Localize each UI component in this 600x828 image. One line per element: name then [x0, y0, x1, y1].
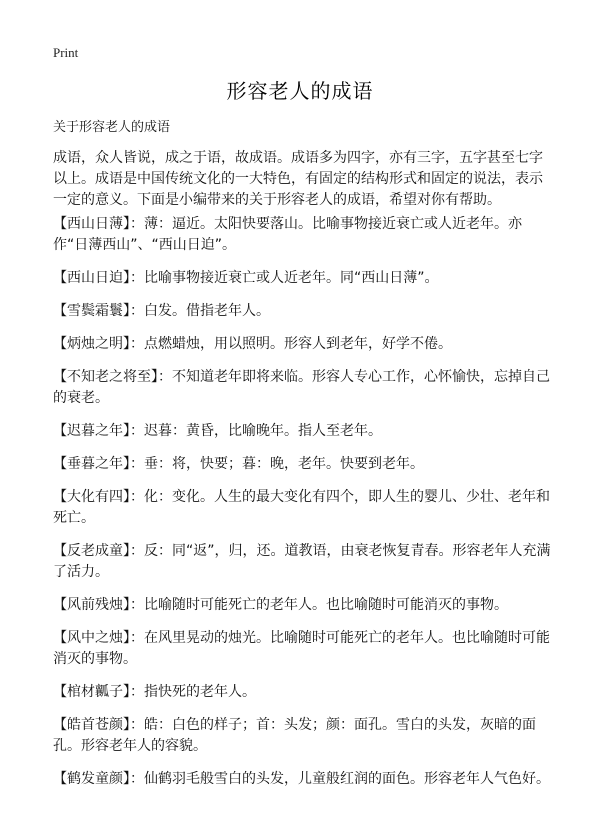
idiom-entry: 【不知老之将至】：不知道老年即将来临。形容人专心工作，心怀愉快，忘掉自己的衰老。 — [53, 369, 550, 406]
idiom-entry: 【鹤发童颜】：仙鹤羽毛般雪白的头发，儿童般红润的面色。形容老年人气色好。 — [53, 771, 550, 787]
idiom-entry: 【风前残烛】：比喻随时可能死亡的老年人。也比喻随时可能消灭的事物。 — [53, 597, 508, 613]
idiom-entry: 【大化有四】：化：变化。人生的最大变化有四个，即人生的婴儿、少壮、老年和死亡。 — [53, 489, 550, 526]
idiom-entry: 【西山日薄】：薄：逼近。太阳快要落山。比喻事物接近衰亡或人近老年。亦作“日薄西山”、“西山日迫”。 — [53, 216, 522, 253]
idiom-entry: 【西山日迫】：比喻事物接近衰亡或人近老年。同“西山日薄”。 — [53, 270, 439, 286]
print-link[interactable]: Print — [53, 45, 79, 60]
idiom-entry: 【垂暮之年】：垂：将，快要；暮：晚，老年。快要到老年。 — [53, 456, 424, 472]
intro-paragraph: 成语，众人皆说，成之于语，故成语。成语多为四字，亦有三字，五字甚至七字以上。成语是中国传统文化的一大特色，有固定的结构形式和固定的说法，表示一定的意义。下面是小编带来的关于形容老人的成语，希望对你有帮助。 — [53, 150, 543, 208]
article-subtitle: 关于形容老人的成语 — [53, 120, 171, 135]
idiom-entry: 【皓首苍颜】：皓：白色的样子；首：头发；颜：面孔。雪白的头发，灰暗的面孔。形容老年人的容貌。 — [53, 717, 536, 754]
idiom-entry: 【风中之烛】：在风里晃动的烛光。比喻随时可能死亡的老年人。也比喻随时可能消灭的事物。 — [53, 630, 550, 667]
idiom-entry: 【反老成童】：反：同“返”，归，还。道教语，由衰老恢复青春。形容老年人充满了活力。 — [53, 543, 551, 580]
idiom-entry: 【炳烛之明】：点燃蜡烛，用以照明。形容人到老年，好学不倦。 — [53, 336, 452, 352]
idiom-list — [53, 214, 553, 802]
idiom-entry: 【棺材瓤子】：指快死的老年人。 — [53, 684, 256, 700]
idiom-entry: 【雪鬓霜鬟】：白发。借指老年人。 — [53, 303, 270, 319]
idiom-entry: 【迟暮之年】：迟暮：黄昏，比喻晚年。指人至老年。 — [53, 423, 382, 439]
page-title: 形容老人的成语 — [226, 79, 374, 103]
